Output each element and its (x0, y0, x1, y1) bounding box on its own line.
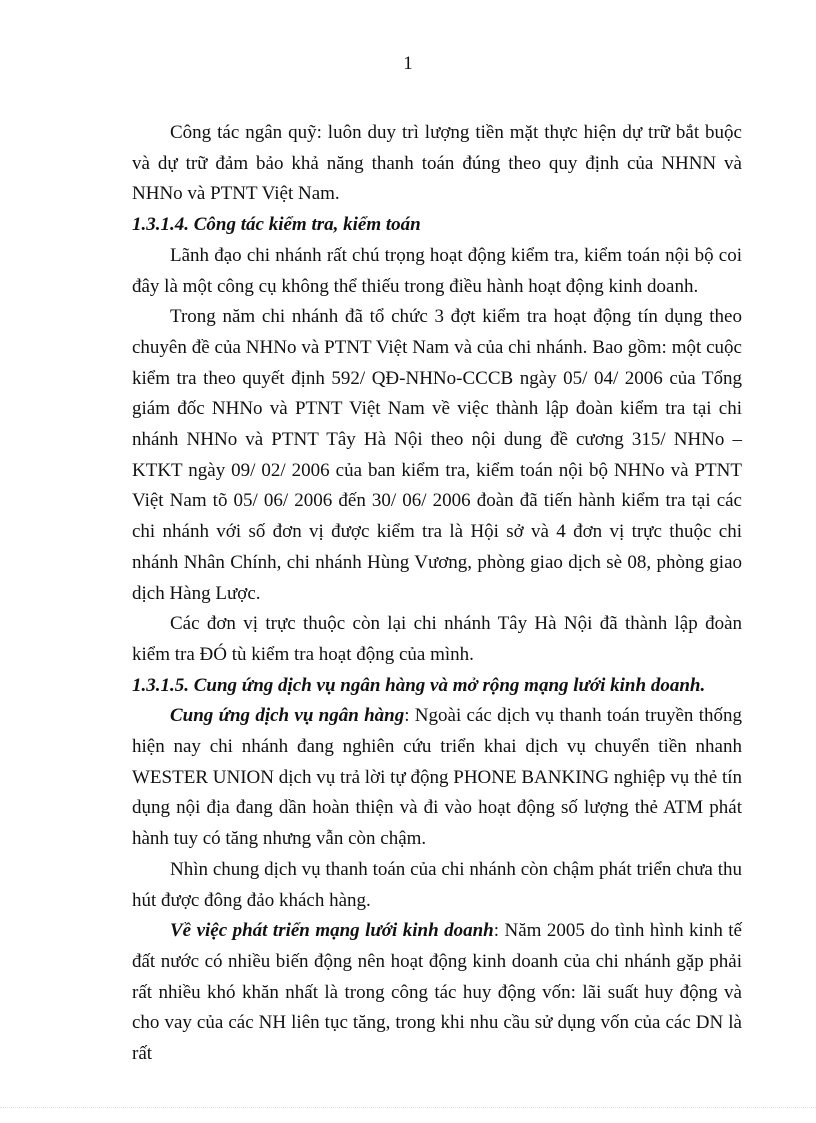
paragraph-banking-services-text: : Ngoài các dịch vụ thanh toán truyền thống hiện nay chi nhánh đang nghiên cứu triển khai dịch vụ chuyển tiền nhanh WESTER UNION dịch vụ trả lời tự động PHONE BANKING nghiệp vụ thẻ tín dụng nội địa đang dần hoàn thiện và đi vào hoạt động số lượng thẻ ATM phát hành tuy có tăng nhưng vẫn còn chậm. (132, 705, 742, 850)
paragraph-network (132, 916, 742, 1070)
paragraph-banking-services (132, 701, 742, 855)
paragraph-leadership: Lãnh đạo chi nhánh rất chú trọng hoạt động kiểm tra, kiểm toán nội bộ coi đây là một công cụ không thể thiếu trong điều hành hoạt động kinh doanh. (132, 244, 742, 297)
lead-banking-services: Cung ứng dịch vụ ngân hàng (170, 705, 405, 727)
section-heading-audit: 1.3.1.4. Công tác kiểm tra, kiểm toán (132, 214, 421, 236)
paragraph-remaining-units: Các đơn vị trực thuộc còn lại chi nhánh Tây Hà Nội đã thành lập đoàn kiểm tra ĐÓ tù kiểm tra hoạt động của mình. (132, 613, 742, 665)
paragraph-network-text: : Năm 2005 do tình hình kinh tế đất nước có nhiều biến động nên hoạt động kinh doanh của chi nhánh gặp phải rất nhiều khó khăn nhất là trong công tác huy động vốn: lãi suất huy động và cho vay của các NH liên tục tăng, trong khi nhu cầu sử dụng vốn của các DN là rất (132, 920, 742, 1065)
paragraph-inspections: Trong năm chi nhánh đã tổ chức 3 đợt kiểm tra hoạt động tín dụng theo chuyên đề của NHNo và PTNT Việt Nam và của chi nhánh. Bao gồm: một cuộc kiểm tra theo quyết định 592/ QĐ-NHNo-CCCB ngày 05/ 04/ 2006 của Tổng giám đốc NHNo và PTNT Việt Nam về việc thành lập đoàn kiểm tra tại chi nhánh NHNo và PTNT Tây Hà Nội theo nội dung đề cương 315/ NHNo –KTKT ngày 09/ 02/ 2006 của ban kiểm tra, kiểm toán nội bộ NHNo và PTNT Việt Nam tõ 05/ 06/ 2006 đến 30/ 06/ 2006 đoàn đã tiến hành kiểm tra tại các chi nhánh với số đơn vị được kiểm tra là Hội sở và 4 đơn vị trực thuộc chi nhánh Nhân Chính, chi nhánh Hùng Vương, phòng giao dịch sè 08, phòng giao dịch Hàng Lược. (132, 306, 742, 604)
paragraph-overview: Nhìn chung dịch vụ thanh toán của chi nhánh còn chậm phát triển chưa thu hút được đông đảo khách hàng. (132, 858, 742, 911)
page-bottom-divider (0, 1107, 816, 1108)
page-number: 1 (403, 53, 413, 74)
section-heading-services: 1.3.1.5. Cung ứng dịch vụ ngân hàng và mở rộng mạng lưới kinh doanh. (132, 674, 706, 696)
paragraph-treasury: Công tác ngân quỹ: luôn duy trì lượng tiền mặt thực hiện dự trữ bắt buộc và dự trữ đảm bảo khả năng thanh toán đúng theo quy định của NHNN và NHNo và PTNT Việt Nam. (132, 122, 742, 205)
lead-network-development: Về việc phát triển mạng lưới kinh doanh (170, 920, 494, 942)
document-body (132, 118, 742, 1070)
